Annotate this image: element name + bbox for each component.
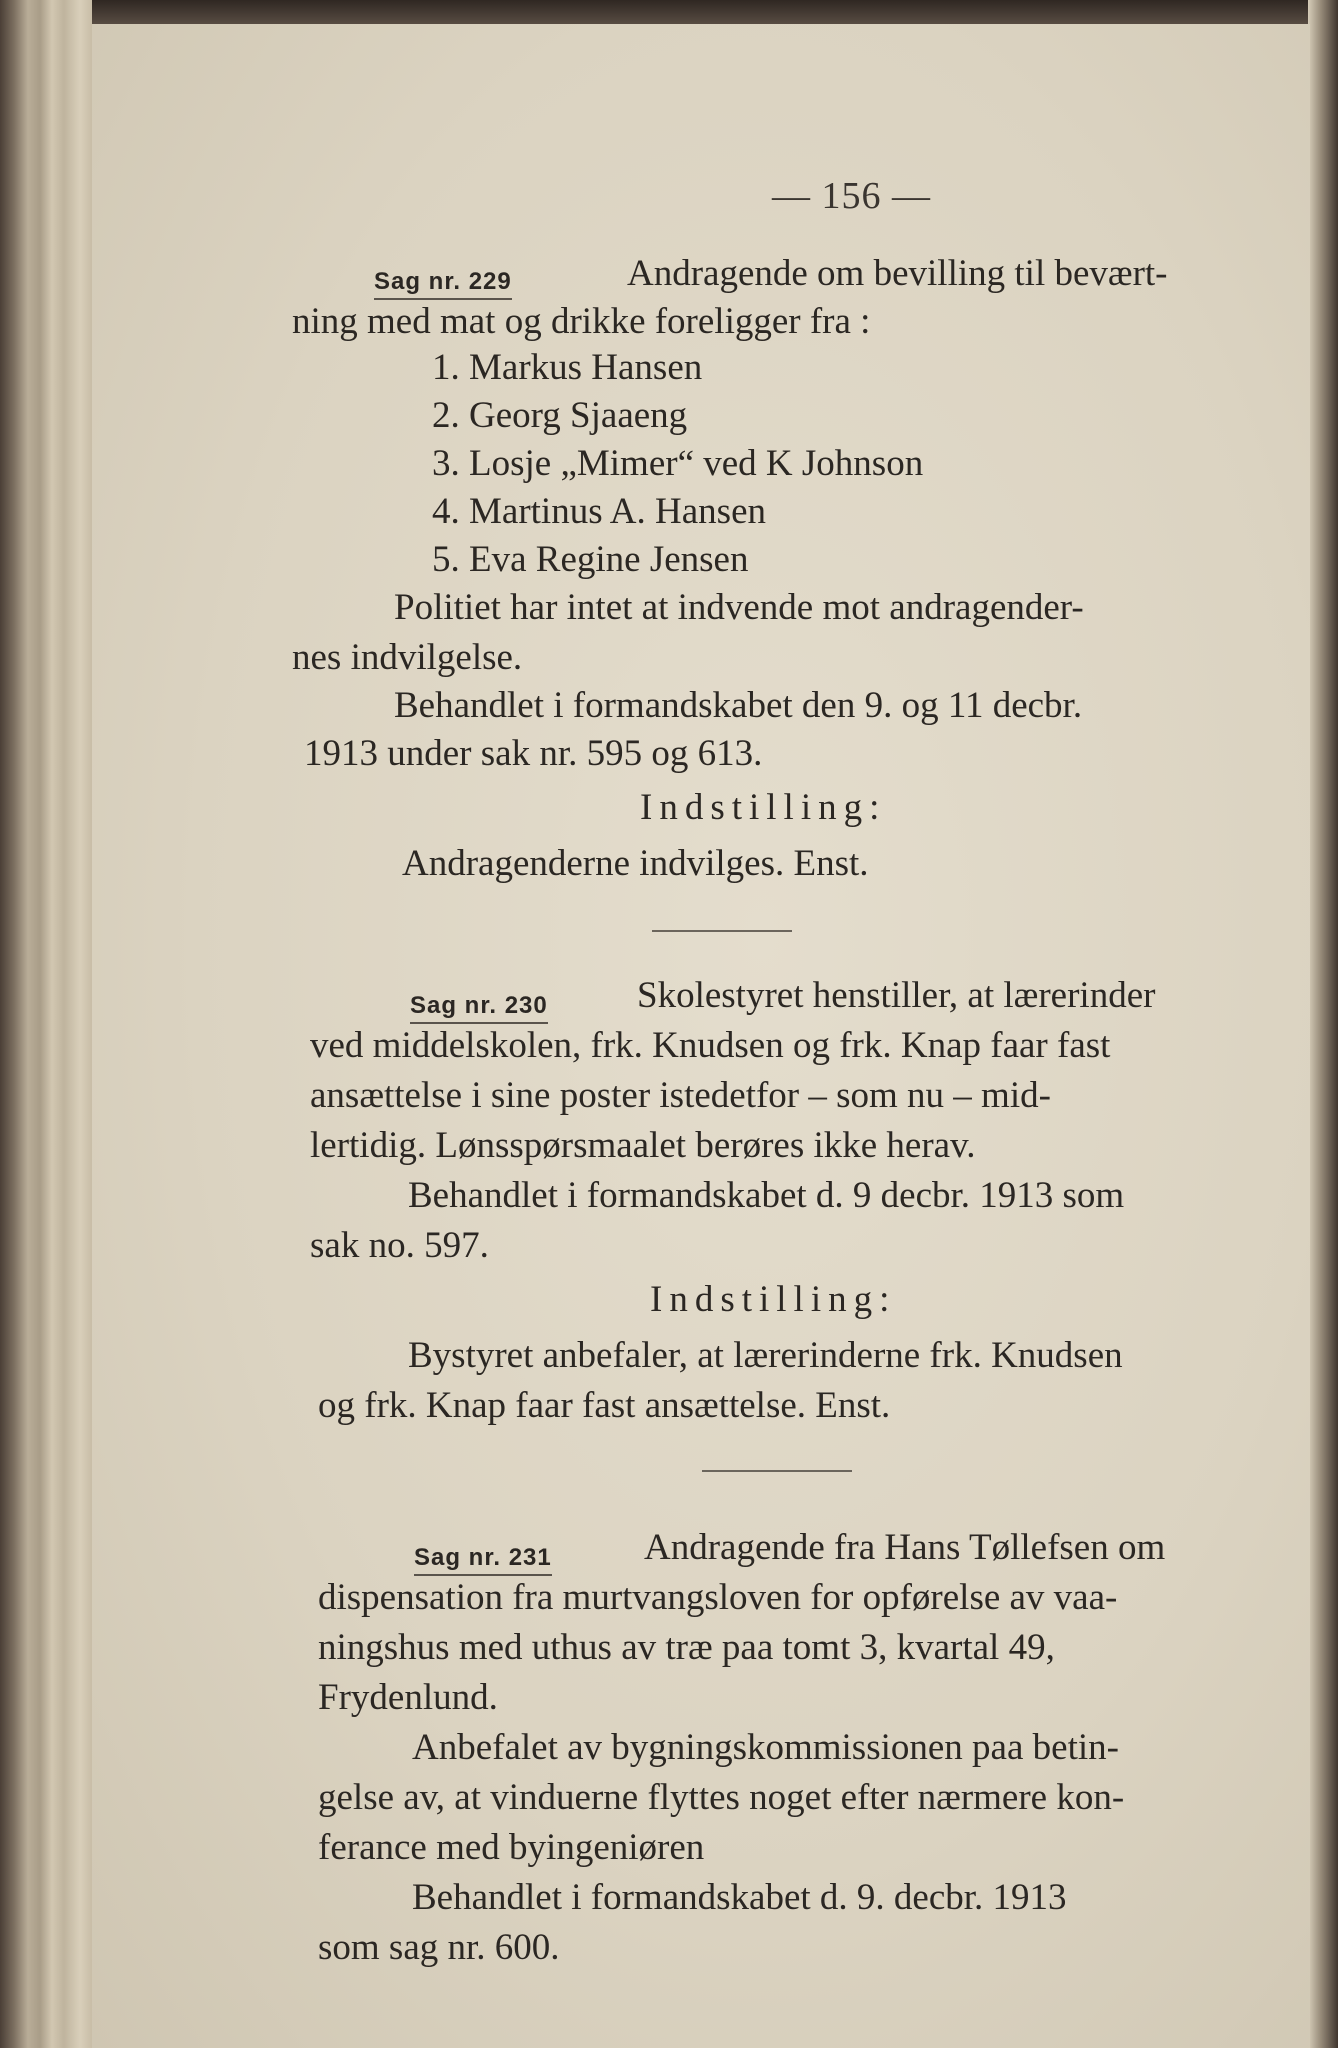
book-page-edges — [0, 0, 92, 2048]
case-231-line-2: dispensation fra murtvangsloven for opførelse av vaa- — [318, 1577, 1118, 1618]
case-231-line-9: som sag nr. 600. — [318, 1927, 560, 1968]
case-230-label: Sag nr. 230 — [410, 992, 548, 1024]
section-divider-2 — [702, 1470, 852, 1472]
book-top-shadow — [92, 0, 1338, 26]
case-230-line-1: Skolestyret henstiller, at lærerinder — [637, 975, 1156, 1016]
case-229-indstilling-heading: Indstilling: — [640, 787, 887, 828]
case-230-line-6: sak no. 597. — [310, 1225, 489, 1266]
case-229-list-item-4: 4. Martinus A. Hansen — [432, 491, 766, 532]
case-229-label-wrap — [374, 256, 512, 299]
case-231-line-5: Anbefalet av bygningskommissionen paa betin- — [412, 1727, 1119, 1768]
case-230-line-2: ved middelskolen, frk. Knudsen og frk. Knap faar fast — [310, 1025, 1111, 1066]
case-229-line-1: Andragende om bevilling til bevært- — [627, 253, 1168, 294]
case-229-line-11: 1913 under sak nr. 595 og 613. — [304, 733, 763, 774]
case-230-line-8: Bystyret anbefaler, at lærerinderne frk. Knudsen — [408, 1335, 1123, 1376]
case-230-line-5: Behandlet i formandskabet d. 9 decbr. 1913 som — [408, 1175, 1125, 1216]
book-right-edge — [1308, 0, 1338, 2048]
case-229-list-item-1: 1. Markus Hansen — [432, 347, 703, 388]
case-229-list-item-3: 3. Losje „Mimer“ ved K Johnson — [432, 443, 924, 484]
case-231-line-6: gelse av, at vinduerne flyttes noget efter nærmere kon- — [318, 1777, 1125, 1818]
case-230-indstilling-heading: Indstilling: — [650, 1279, 897, 1320]
case-231-line-1: Andragende fra Hans Tøllefsen om — [644, 1527, 1166, 1568]
case-229-line-10: Behandlet i formandskabet den 9. og 11 decbr. — [394, 685, 1083, 726]
case-229-list-item-2: 2. Georg Sjaaeng — [432, 395, 688, 436]
case-230-line-9: og frk. Knap faar fast ansættelse. Enst. — [318, 1385, 891, 1426]
case-229-line-9: nes indvilgelse. — [292, 637, 523, 678]
case-229-line-8: Politiet har intet at indvende mot andragender- — [394, 587, 1084, 628]
case-229-decision: Andragenderne indvilges. Enst. — [402, 843, 869, 884]
book-page — [92, 24, 1310, 2048]
case-230-line-3: ansættelse i sine poster istedetfor – som nu – mid- — [310, 1075, 1051, 1116]
case-231-line-7: ferance med byingeniøren — [318, 1827, 705, 1868]
case-229-list-item-5: 5. Eva Regine Jensen — [432, 539, 749, 580]
case-229-label: Sag nr. 229 — [374, 268, 512, 300]
case-231-line-4: Frydenlund. — [318, 1677, 498, 1718]
case-230-label-wrap — [410, 980, 548, 1023]
section-divider-1 — [652, 930, 792, 932]
case-230-line-4: lertidig. Lønsspørsmaalet berøres ikke herav. — [310, 1125, 976, 1166]
case-231-label: Sag nr. 231 — [414, 1544, 552, 1576]
case-229-line-2: ning med mat og drikke foreligger fra : — [292, 301, 871, 342]
page-number: — 156 — — [772, 175, 931, 217]
case-231-line-3: ningshus med uthus av træ paa tomt 3, kvartal 49, — [318, 1627, 1055, 1668]
case-231-label-wrap — [414, 1532, 552, 1575]
case-231-line-8: Behandlet i formandskabet d. 9. decbr. 1913 — [412, 1877, 1067, 1918]
